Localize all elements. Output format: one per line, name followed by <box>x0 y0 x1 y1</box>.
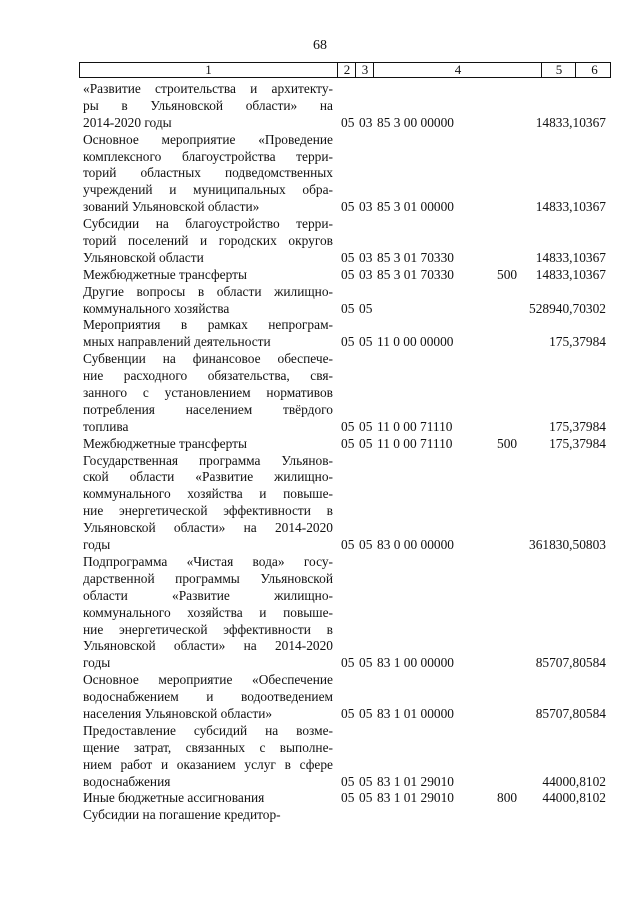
table-row <box>0 807 640 824</box>
table-row <box>0 284 640 318</box>
section-code: 05 <box>341 773 355 789</box>
row-name-line: Ульяновской области <box>83 249 204 265</box>
section-code: 05 <box>341 249 355 265</box>
subsection-code: 05 <box>359 773 373 789</box>
row-name-line: Межбюджетные трансферты <box>83 435 247 451</box>
row-name-line: годы <box>83 655 111 671</box>
row-name-line: торий поселений и городских округов <box>83 233 333 249</box>
section-code: 05 <box>341 790 355 806</box>
row-name-line: Другие вопросы в области жилищно- <box>83 283 333 299</box>
section-code: 05 <box>341 537 355 553</box>
row-name-line: Субвенции на финансовое обеспече- <box>83 351 333 367</box>
subsection-code: 05 <box>359 655 373 671</box>
row-name-line: Мероприятия в рамках непрограм- <box>83 317 333 333</box>
row-name-line: мных направлений деятельности <box>83 334 271 350</box>
row-name-line: Ульяновской области» на 2014-2020 <box>83 638 333 654</box>
row-name-line: Основное мероприятие «Обеспечение <box>83 672 333 688</box>
row-name-line: ние расходного обязательства, свя- <box>83 368 333 384</box>
target-article-code: 83 1 01 29010 <box>377 790 454 806</box>
subsection-code: 05 <box>359 300 373 316</box>
table-row <box>0 317 640 351</box>
row-codes <box>341 301 527 318</box>
subsection-code: 03 <box>359 266 373 282</box>
target-article-code: 85 3 00 00000 <box>377 114 454 130</box>
row-amount: 14833,10367 <box>535 266 606 282</box>
section-code: 05 <box>341 418 355 434</box>
row-name-line: занного с установлением нормативов <box>83 385 333 401</box>
expense-type-code: 800 <box>497 790 518 806</box>
row-amount: 361830,50803 <box>529 537 606 553</box>
section-code: 05 <box>341 655 355 671</box>
row-name-line: годы <box>83 537 111 553</box>
section-code: 05 <box>341 300 355 316</box>
row-codes <box>341 790 527 807</box>
row-name-line: дарственной программы Ульяновской <box>83 570 333 586</box>
row-codes <box>341 419 527 436</box>
section-code: 05 <box>341 266 355 282</box>
row-name-line: учреждений и муниципальных обра- <box>83 182 333 198</box>
table-row <box>0 554 640 672</box>
row-name-line: водоснабжением и водоотведением <box>83 689 333 705</box>
row-name-line: ние энергетической эффективности в <box>83 503 333 519</box>
row-name-line: «Развитие строительства и архитекту- <box>83 81 333 96</box>
row-codes <box>341 115 527 132</box>
row-name-line: коммунального хозяйства и повыше- <box>83 604 333 620</box>
header-col-6: 6 <box>575 63 613 77</box>
subsection-code: 05 <box>359 790 373 806</box>
row-codes <box>341 436 527 453</box>
row-amount: 44000,8102 <box>542 773 606 789</box>
row-name <box>83 317 333 351</box>
row-codes <box>341 250 527 267</box>
row-name-line: ской области «Развитие жилищно- <box>83 469 333 485</box>
section-code: 05 <box>341 705 355 721</box>
row-amount: 175,37984 <box>549 334 606 350</box>
expense-type-code: 500 <box>497 435 518 451</box>
target-article-code: 85 3 01 70330 <box>377 266 454 282</box>
target-article-code: 85 3 01 00000 <box>377 199 454 215</box>
target-article-code: 85 3 01 70330 <box>377 249 454 265</box>
subsection-code: 05 <box>359 537 373 553</box>
row-name <box>83 284 333 318</box>
table-row <box>0 351 640 435</box>
subsection-code: 05 <box>359 418 373 434</box>
row-codes <box>341 807 527 824</box>
row-amount: 85707,80584 <box>535 705 606 721</box>
expense-type-code: 500 <box>497 266 518 282</box>
subsection-code: 03 <box>359 199 373 215</box>
table-row <box>0 453 640 554</box>
row-name-line: топлива <box>83 418 129 434</box>
table-row <box>0 267 640 284</box>
row-name <box>83 436 333 453</box>
row-name <box>83 554 333 672</box>
row-name <box>83 267 333 284</box>
table-row <box>0 436 640 453</box>
row-codes <box>341 774 527 791</box>
row-name-line: Ульяновской области» на 2014-2020 <box>83 520 333 536</box>
row-name-line: потребления населением твёрдого <box>83 401 333 417</box>
row-name <box>83 81 333 132</box>
row-name-line: Субсидии на благоустройство терри- <box>83 216 333 232</box>
target-article-code: 83 1 00 00000 <box>377 655 454 671</box>
row-amount: 14833,10367 <box>535 114 606 130</box>
subsection-code: 05 <box>359 705 373 721</box>
row-name <box>83 807 333 824</box>
row-name-line: Подпрограмма «Чистая вода» госу- <box>83 553 333 569</box>
row-codes <box>341 655 527 672</box>
row-codes <box>341 537 527 554</box>
row-name-line: Субсидии на погашение кредитор- <box>83 807 281 823</box>
row-amount: 175,37984 <box>549 418 606 434</box>
row-amount: 14833,10367 <box>535 249 606 265</box>
target-article-code: 11 0 00 00000 <box>377 334 454 350</box>
row-codes <box>341 706 527 723</box>
table-row <box>0 672 640 723</box>
row-name <box>83 723 333 791</box>
row-amount: 85707,80584 <box>535 655 606 671</box>
row-name <box>83 453 333 554</box>
subsection-code: 03 <box>359 249 373 265</box>
row-name <box>83 672 333 723</box>
row-codes <box>341 199 527 216</box>
row-name-line: области «Развитие жилищно- <box>83 587 333 603</box>
table-body <box>0 81 640 824</box>
row-name-line: Государственная программа Ульянов- <box>83 452 333 468</box>
section-code: 05 <box>341 114 355 130</box>
row-name-line: Иные бюджетные ассигнования <box>83 790 265 806</box>
row-name-line: Основное мероприятие «Проведение <box>83 131 333 147</box>
header-col-5: 5 <box>541 63 576 77</box>
row-name-line: коммунального хозяйства и повыше- <box>83 486 333 502</box>
row-name-line: водоснабжения <box>83 773 171 789</box>
table-row <box>0 790 640 807</box>
subsection-code: 03 <box>359 114 373 130</box>
row-name-line: Межбюджетные трансферты <box>83 266 247 282</box>
row-codes <box>341 334 527 351</box>
row-amount: 14833,10367 <box>535 199 606 215</box>
row-name-line: ры в Ульяновской области» на <box>83 97 333 113</box>
row-amount: 175,37984 <box>549 435 606 451</box>
row-amount: 528940,70302 <box>529 300 606 316</box>
section-code: 05 <box>341 435 355 451</box>
target-article-code: 83 1 01 00000 <box>377 705 454 721</box>
table-row <box>0 216 640 267</box>
page-number: 68 <box>313 38 327 53</box>
table-row <box>0 132 640 216</box>
row-name <box>83 790 333 807</box>
row-name-line: нием работ и оказанием услуг в сфере <box>83 756 333 772</box>
row-name-line: коммунального хозяйства <box>83 300 230 316</box>
subsection-code: 05 <box>359 334 373 350</box>
header-col-2: 2 <box>337 63 356 77</box>
row-name <box>83 351 333 435</box>
row-name <box>83 132 333 216</box>
row-name-line: Предоставление субсидий на возме- <box>83 722 333 738</box>
row-amount: 44000,8102 <box>542 790 606 806</box>
row-codes <box>341 267 527 284</box>
target-article-code: 83 1 01 29010 <box>377 773 454 789</box>
row-name-line: 2014-2020 годы <box>83 114 172 130</box>
target-article-code: 11 0 00 71110 <box>377 435 453 451</box>
header-col-3: 3 <box>355 63 374 77</box>
table-row <box>0 723 640 791</box>
row-name-line: зований Ульяновской области» <box>83 199 260 215</box>
section-code: 05 <box>341 334 355 350</box>
table-row <box>0 81 640 132</box>
row-name-line: ние энергетической эффективности в <box>83 621 333 637</box>
target-article-code: 11 0 00 71110 <box>377 418 453 434</box>
header-col-1: 1 <box>205 62 212 77</box>
row-name-line: населения Ульяновской области» <box>83 705 273 721</box>
row-name-line: щение затрат, связанных с выполне- <box>83 739 333 755</box>
header-col-4: 4 <box>373 63 542 77</box>
row-name <box>83 216 333 267</box>
section-code: 05 <box>341 199 355 215</box>
subsection-code: 05 <box>359 435 373 451</box>
target-article-code: 83 0 00 00000 <box>377 537 454 553</box>
row-name-line: комплексного благоустройства терри- <box>83 148 333 164</box>
row-name-line: торий областных подведомственных <box>83 165 333 181</box>
table-header <box>79 62 611 78</box>
